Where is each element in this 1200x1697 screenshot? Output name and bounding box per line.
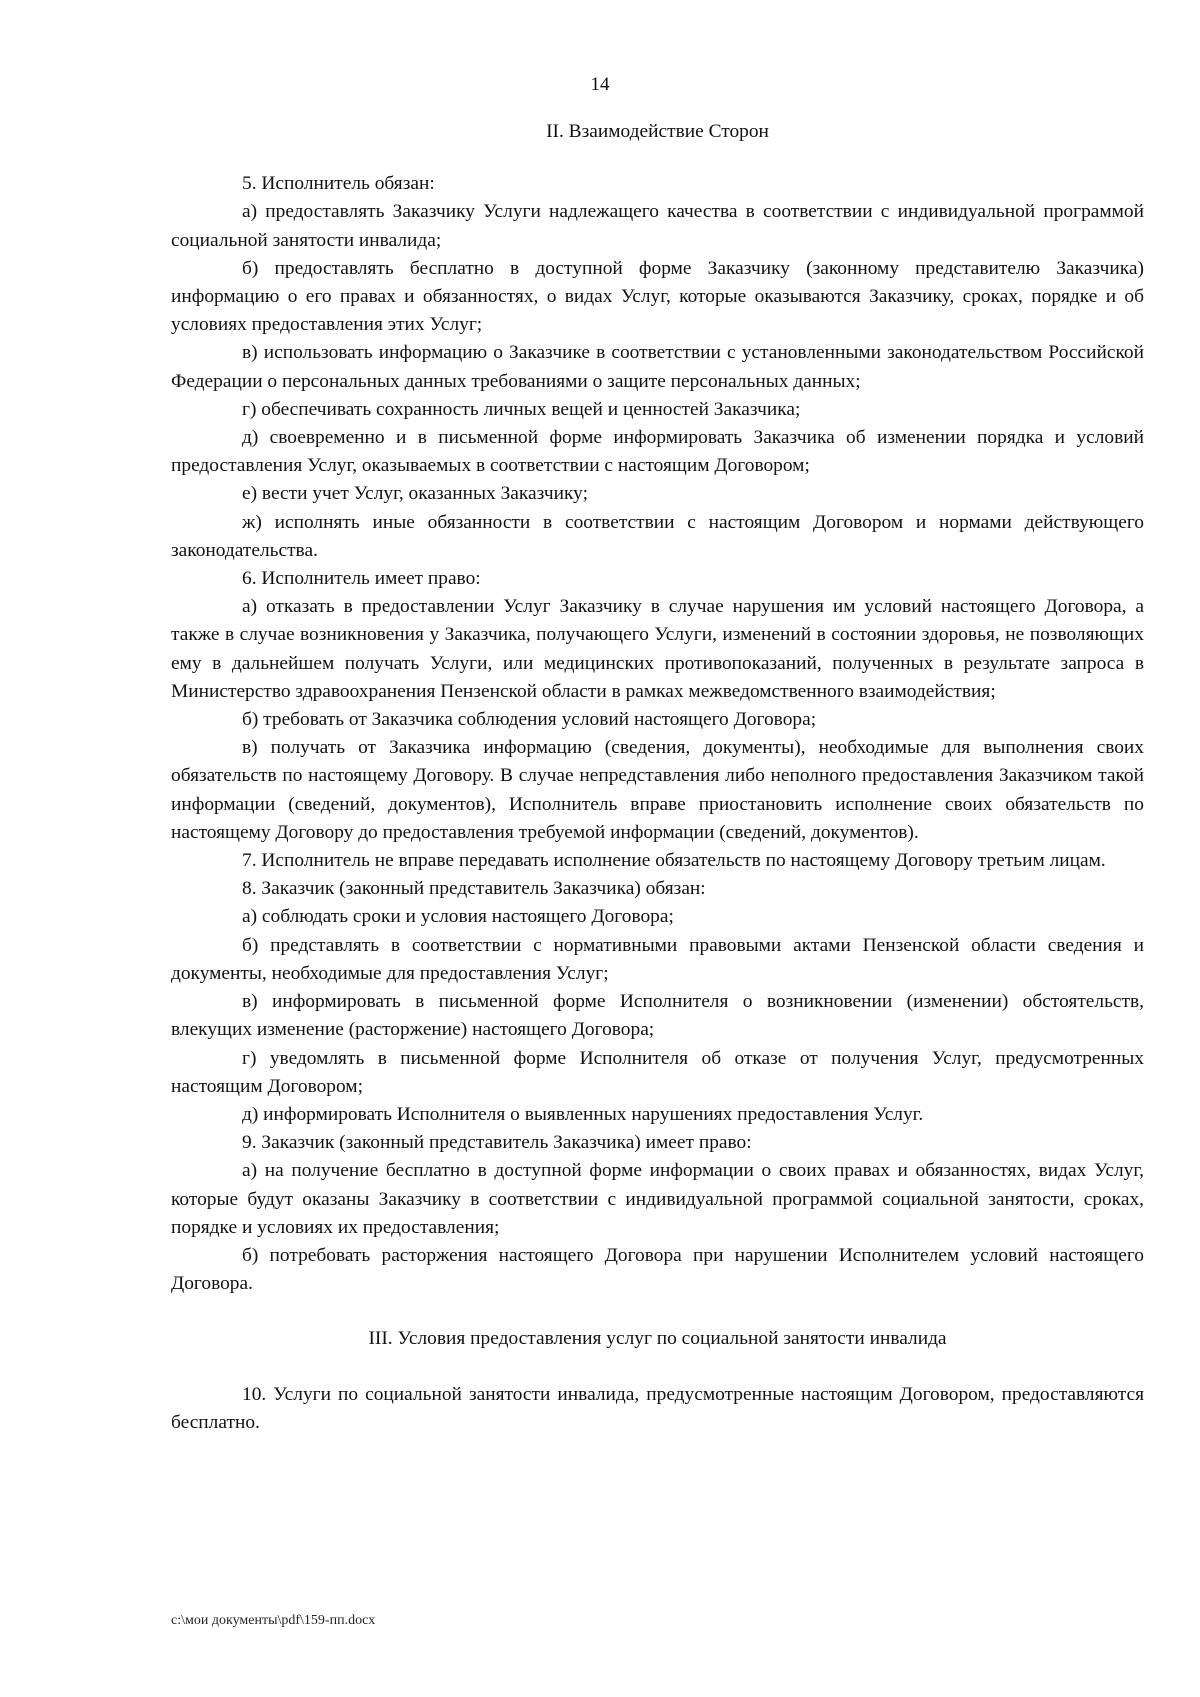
paragraph: е) вести учет Услуг, оказанных Заказчику;	[242, 483, 589, 505]
paragraph: б) представлять в соответствии с нормативными правовыми актами Пензенской области сведения и документы, необходимые для предоставления Услуг;	[171, 934, 1144, 984]
document-body	[171, 118, 1144, 1437]
paragraph: 9. Заказчик (законный представитель Заказчика) имеет право:	[242, 1132, 752, 1154]
paragraph: а) отказать в предоставлении Услуг Заказчику в случае нарушения им условий настоящего Договора, а также в случае возникновения у Заказчика, получающего Услуги, изменений в состоянии здоровья, не позволяющих ему в дальнейшем получать Услуги, или медицинских противопоказаний, полученных в результате запроса в Министерство здравоохранения Пензенской области в рамках межведомственного взаимодействия;	[171, 596, 1144, 702]
paragraph: 5. Исполнитель обязан:	[242, 173, 435, 195]
section-3-heading: III. Условия предоставления услуг по социальной занятости инвалида	[368, 1328, 947, 1350]
paragraph: б) предоставлять бесплатно в доступной форме Заказчику (законному представителю Заказчика) информацию о его правах и обязанностях, о видах Услуг, которые оказываются Заказчику, сроках, порядке и об условиях предоставления этих Услуг;	[171, 257, 1144, 336]
paragraph: а) предоставлять Заказчику Услуги надлежащего качества в соответствии с индивидуальной программой социальной занятости инвалида;	[171, 201, 1144, 251]
paragraph: в) информировать в письменной форме Исполнителя о возникновении (изменении) обстоятельств, влекущих изменение (расторжение) настоящего Договора;	[171, 991, 1144, 1041]
paragraph: г) уведомлять в письменной форме Исполнителя об отказе от получения Услуг, предусмотренных настоящим Договором;	[171, 1047, 1144, 1097]
page-number: 14	[590, 74, 610, 95]
paragraph: а) соблюдать сроки и условия настоящего Договора;	[242, 906, 674, 928]
paragraph: 6. Исполнитель имеет право:	[242, 568, 481, 590]
paragraph: д) своевременно и в письменной форме информировать Заказчика об изменении порядка и условий предоставления Услуг, оказываемых в соответствии с настоящим Договором;	[171, 427, 1144, 477]
paragraph: в) использовать информацию о Заказчике в соответствии с установленными законодательством Российской Федерации о персональных данных требованиями о защите персональных данных;	[171, 342, 1144, 392]
paragraph: б) потребовать расторжения настоящего Договора при нарушении Исполнителем условий настоящего Договора.	[171, 1244, 1144, 1295]
paragraph: 7. Исполнитель не вправе передавать исполнение обязательств по настоящему Договору третьим лицам.	[242, 850, 1106, 872]
paragraph: б) требовать от Заказчика соблюдения условий настоящего Договора;	[242, 709, 817, 731]
footer-file-path: c:\мои документы\pdf\159-пп.docx	[171, 1613, 376, 1628]
paragraph: 8. Заказчик (законный представитель Заказчика) обязан:	[242, 878, 706, 900]
paragraph: ж) исполнять иные обязанности в соответствии с настоящим Договором и нормами действующего законодательства.	[171, 511, 1144, 561]
paragraph: д) информировать Исполнителя о выявленных нарушениях предоставления Услуг.	[242, 1103, 924, 1125]
section-2-body	[171, 170, 1144, 1298]
paragraph: г) обеспечивать сохранность личных вещей и ценностей Заказчика;	[242, 398, 801, 420]
paragraph: а) на получение бесплатно в доступной форме информации о своих правах и обязанностях, видах Услуг, которые будут оказаны Заказчику в соответствии с индивидуальной программой социальной занятости, сроках, порядке и условиях их предоставления;	[171, 1160, 1144, 1238]
section-3-body	[171, 1381, 1144, 1437]
paragraph: 10. Услуги по социальной занятости инвалида, предусмотренные настоящим Договором, предоставляются бесплатно.	[171, 1383, 1144, 1433]
section-2-heading: II. Взаимодействие Сторон	[546, 121, 769, 142]
paragraph: в) получать от Заказчика информацию (сведения, документы), необходимые для выполнения своих обязательств по настоящему Договору. В случае непредставления либо неполного предоставления Заказчиком такой информации (сведений, документов), Исполнитель вправе приостановить исполнение своих обязательств по настоящему Договору до предоставления требуемой информации (сведений, документов).	[171, 737, 1144, 843]
